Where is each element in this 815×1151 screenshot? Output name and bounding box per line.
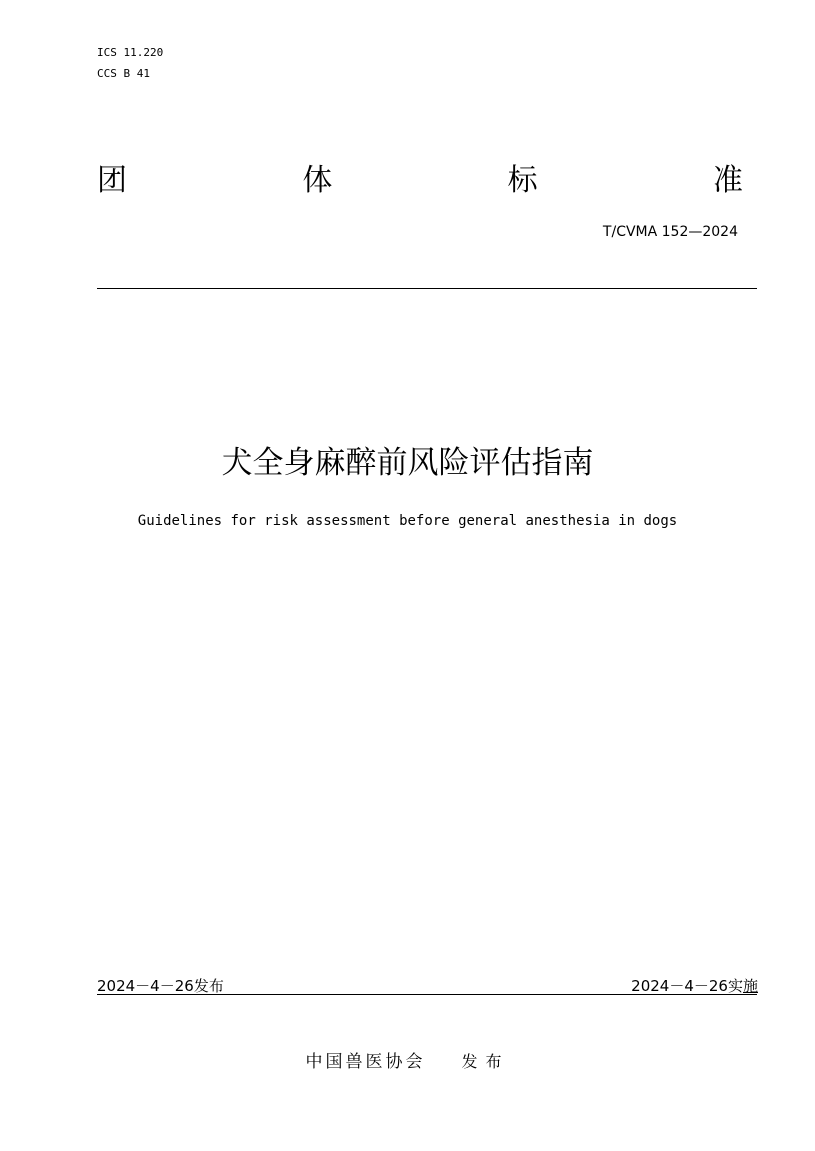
release-label: 发布 xyxy=(193,977,224,995)
issuing-organization: 中国兽医协会 xyxy=(305,1052,426,1072)
ics-code: ICS 11.220 xyxy=(97,46,164,59)
classification-codes xyxy=(97,42,163,84)
implementation-date xyxy=(631,975,758,996)
document-title-chinese: 犬全身麻醉前风险评估指南 xyxy=(221,445,594,481)
footer-divider xyxy=(97,994,757,995)
standard-type-char: 团 xyxy=(97,163,127,198)
document-title-english: Guidelines for risk assessment before general anesthesia in dogs xyxy=(137,513,678,529)
implementation-label-underlined: 施 xyxy=(742,977,758,995)
standard-type-heading xyxy=(97,156,743,206)
standard-type-char: 标 xyxy=(507,163,538,198)
implementation-label: 实 xyxy=(727,977,743,995)
standard-type-char: 准 xyxy=(712,163,743,198)
standard-type-char: 体 xyxy=(302,163,333,198)
issuer-line xyxy=(0,1047,815,1072)
ccs-code: CCS B 41 xyxy=(97,67,150,80)
issuing-action: 发布 xyxy=(461,1052,510,1071)
release-date xyxy=(97,975,224,996)
standard-number: T/CVMA 152—2024 xyxy=(602,224,738,240)
release-date-value: 2024－4－26 xyxy=(97,977,194,995)
header-divider xyxy=(97,288,757,289)
implementation-date-value: 2024－4－26 xyxy=(631,977,728,995)
